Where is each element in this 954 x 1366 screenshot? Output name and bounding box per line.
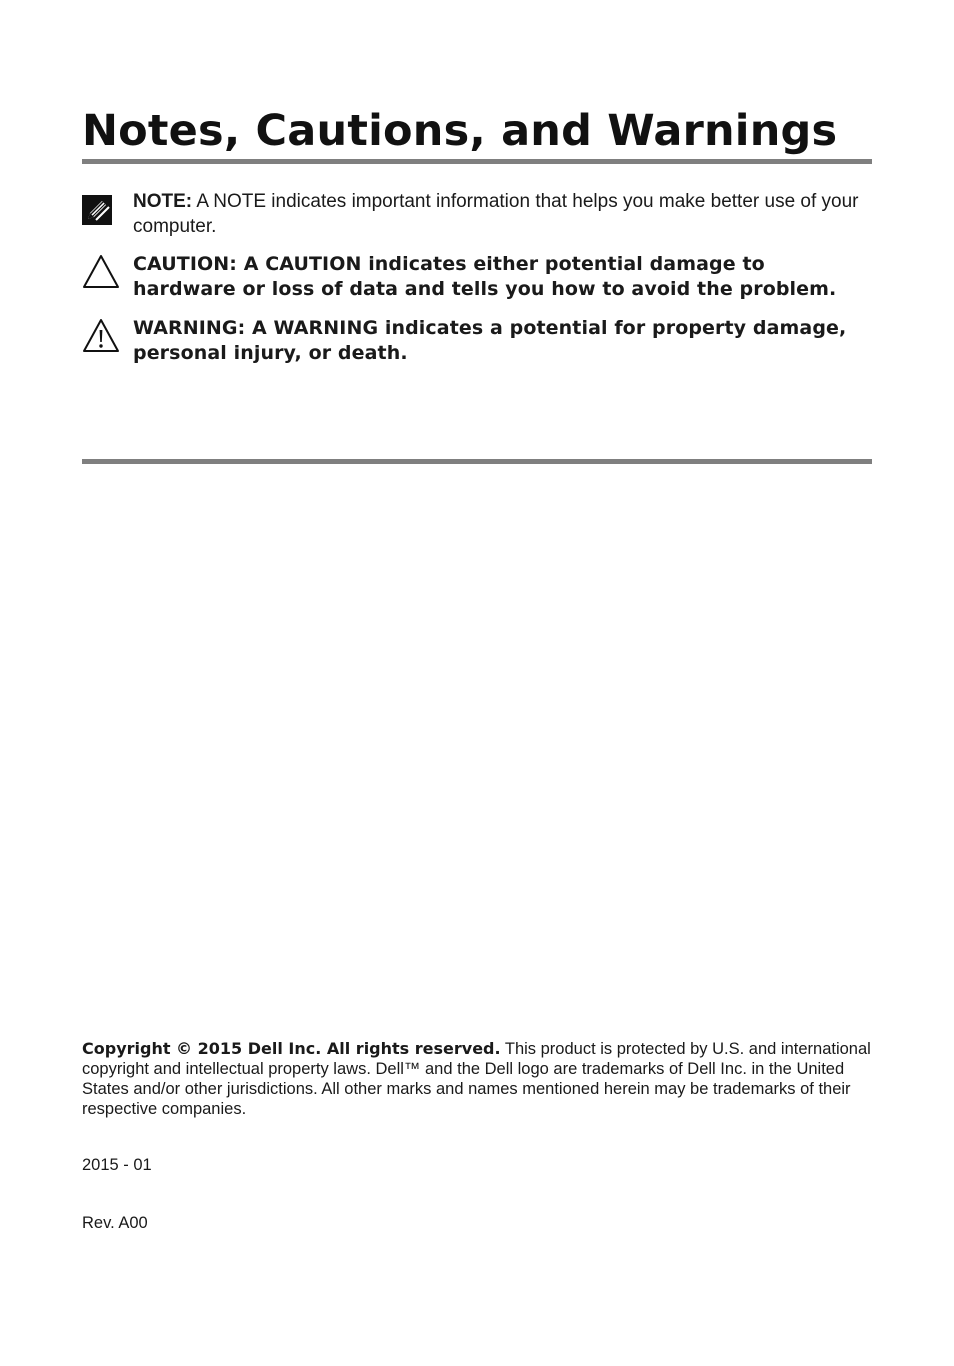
note-pencil-icon [82,195,120,233]
copyright-statement: Copyright © 2015 Dell Inc. All rights reserved. [82,1039,501,1058]
warning-triangle-exclamation-icon [82,318,120,356]
copyright-body: This product is protected by U.S. and international copyright and intellectual property laws. Dell™ and the Dell logo are trademarks of Dell Inc. in the United States and/or other jurisdictions. All other marks and names mentioned herein may be trademarks of their respective companies. [82,1040,871,1118]
caution-triangle-icon [82,254,120,292]
revision-label: Rev. A00 [82,1214,148,1232]
caution-text: CAUTION: A CAUTION indicates either potential damage to hardware or loss of data and tells you how to avoid the problem. [133,253,837,300]
title-divider [82,159,872,164]
page-title: Notes, Cautions, and Warnings [82,106,838,156]
note-label: NOTE: [133,191,193,212]
publication-date: 2015 - 01 [82,1156,152,1174]
warning-text: WARNING: A WARNING indicates a potential for property damage, personal injury, or death. [133,317,847,364]
note-body: A NOTE indicates important information that helps you make better use of your computer. [133,191,859,237]
section-divider [82,459,872,464]
note-text [133,189,873,239]
copyright-paragraph [82,1039,872,1119]
